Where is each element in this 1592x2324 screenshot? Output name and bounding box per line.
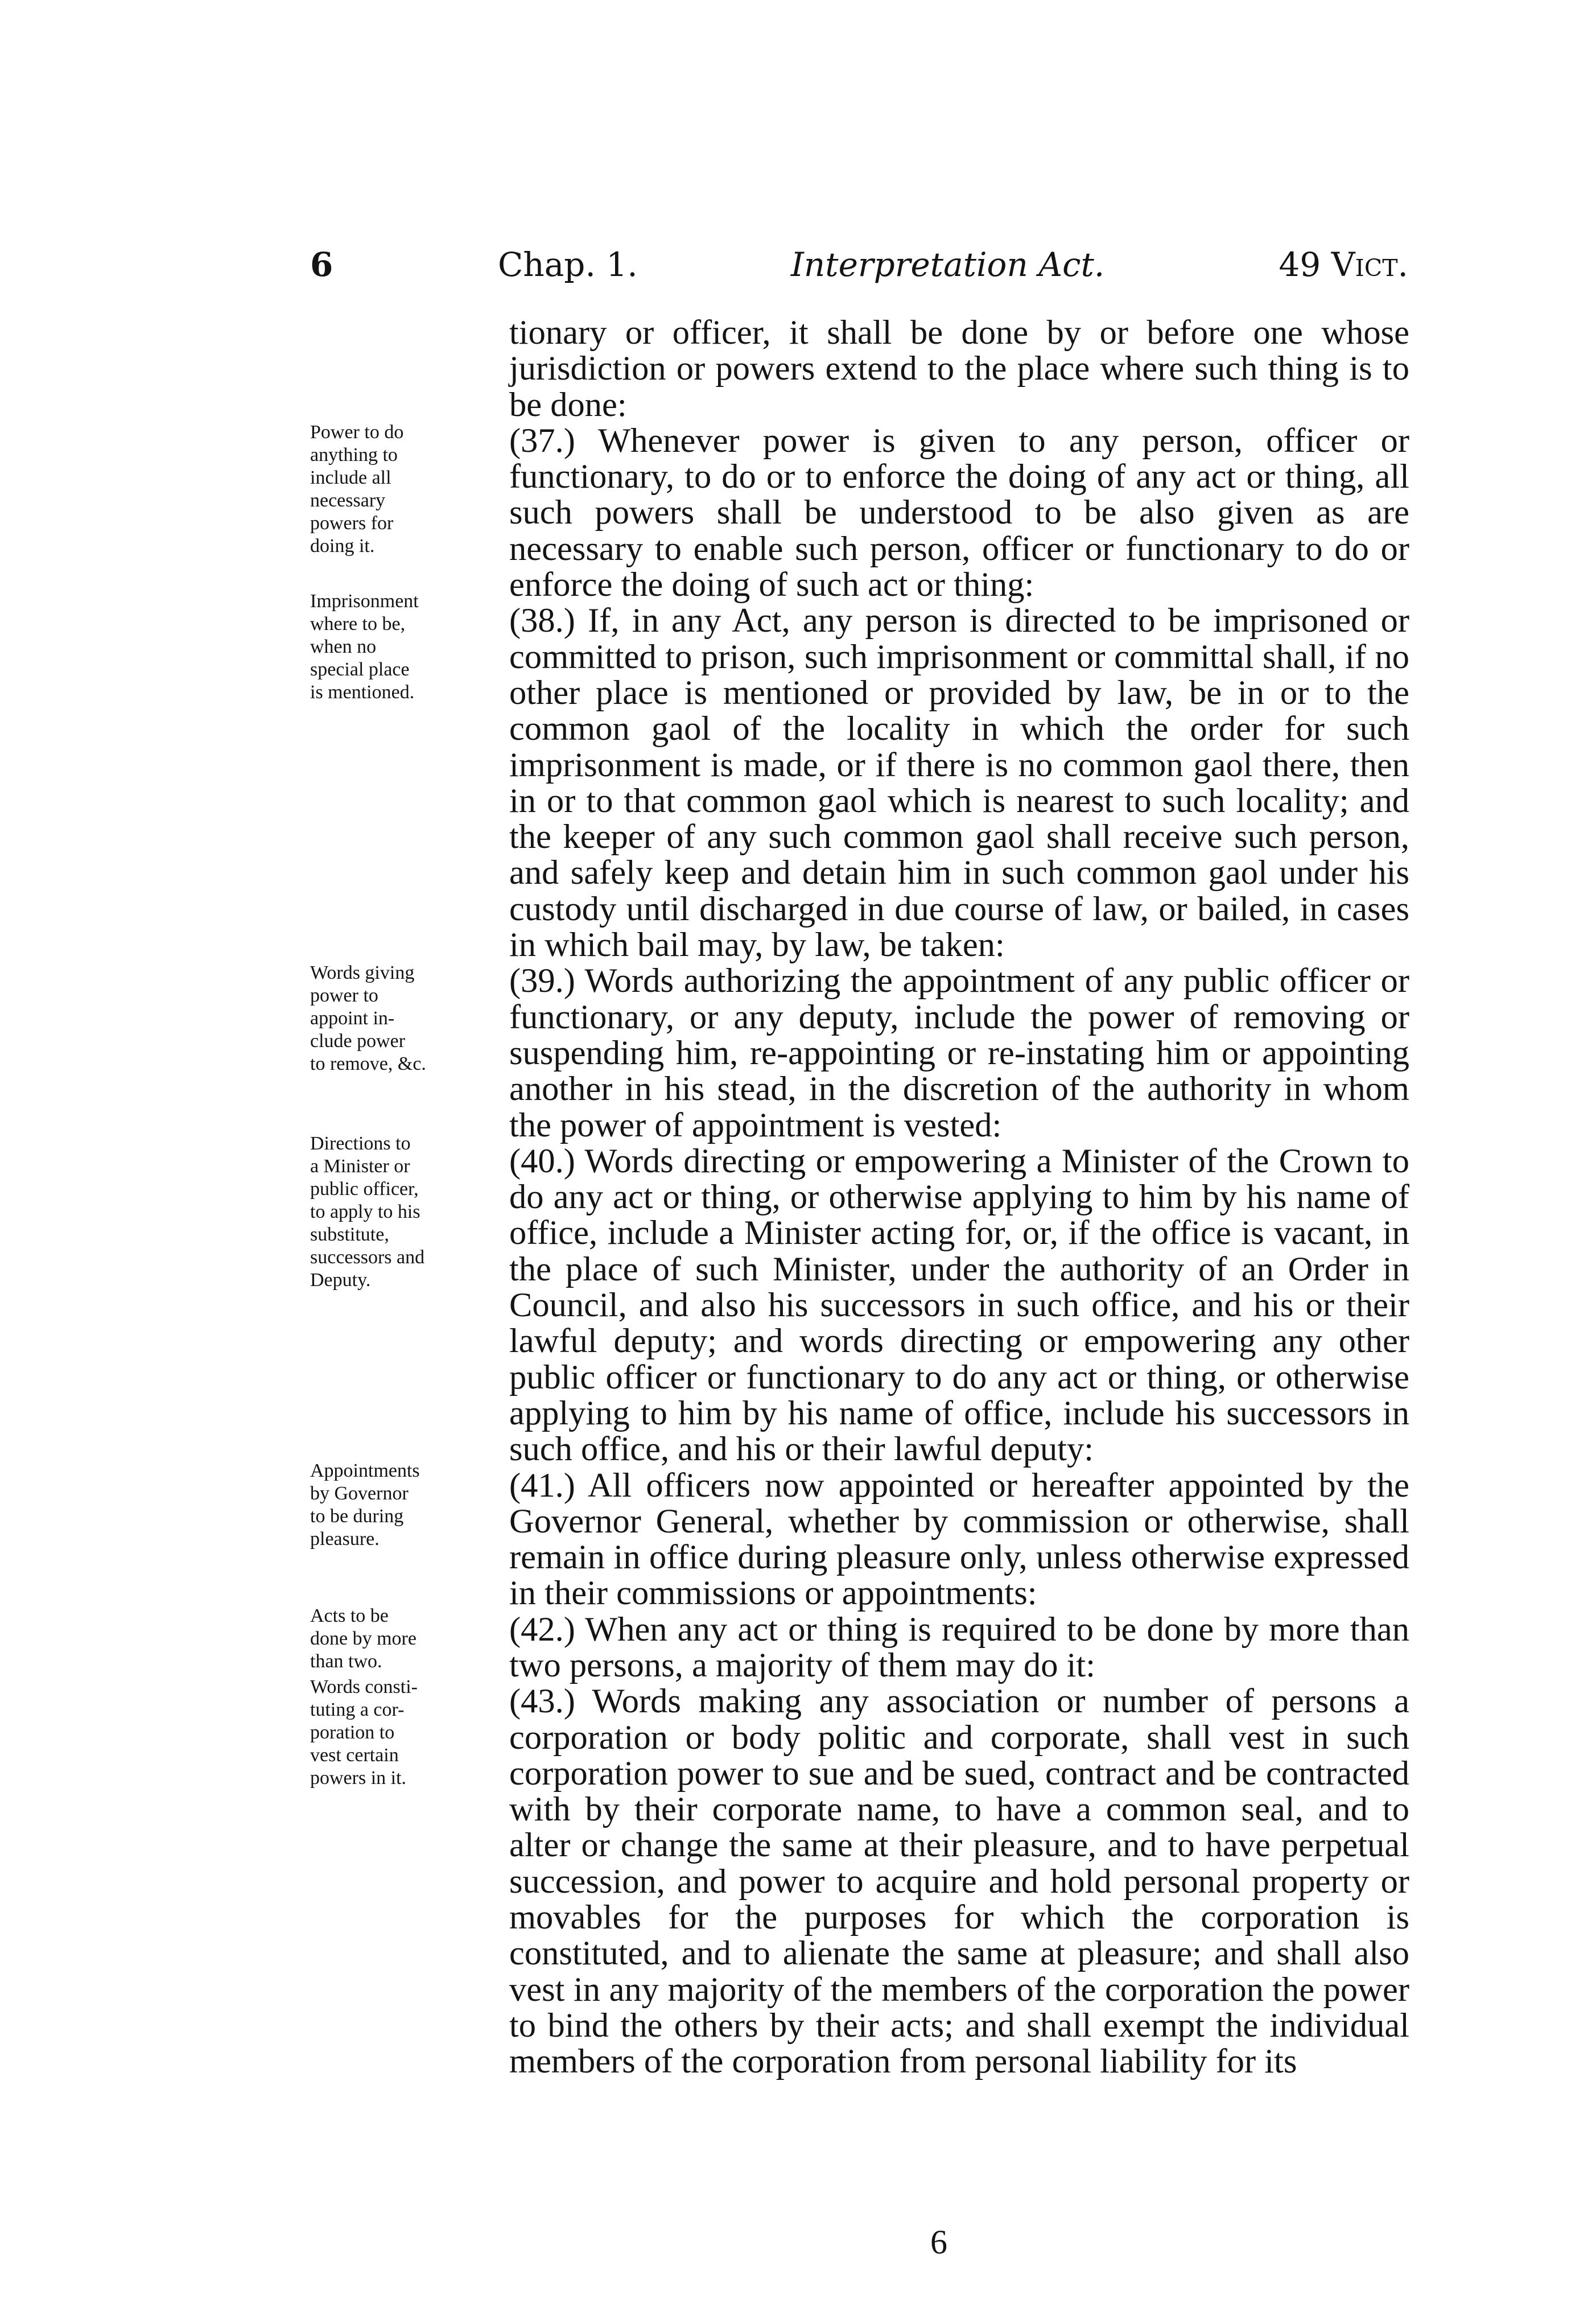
margin-note-acts-by-more-than-two: Acts to be done by more than two. [310,1605,416,1672]
header-page-number: 6 [310,245,333,284]
header-title: Interpretation Act. [791,245,1105,284]
body-text [509,315,1409,2080]
margin-note-power-to-do: Power to do anything to include all necessary powers for doing it. [310,422,404,557]
margin-note-imprisonment: Imprisonment where to be, when no special place is mentioned. [310,591,419,703]
paragraph-41: (41.) All officers now appointed or hereafter appointed by the Governor General, whether by commission or otherwise, shall remain in office during pleasure only, unless otherwise expressed in their commissions or appointments: [509,1466,1409,1613]
paragraph-40: (40.) Words directing or empowering a Minister of the Crown to do any act or thing, or otherwise applying to him by his name of office, include a Minister acting for, or, if the office is vacant, in the place of such Minister, under the authority of an Order in Council, and also his successors in such office, and his or their lawful deputy; and words directing or empowering any other public officer or functionary to do any act or thing, or otherwise applying to him by his name of office, include his successors in such office, and his or their lawful deputy: [509,1142,1409,1469]
paragraph-38: (38.) If, in any Act, any person is directed to be imprisoned or committed to prison, such imprisonment or committal shall, if no other place is mentioned or provided by law, be in or to the common gaol of the locality in which the order for such imprisonment is made, or if there is no common gaol there, then in or to that common gaol which is nearest to such locality; and the keeper of any such common gaol shall receive such person, and safely keep and detain him in such common gaol under his custody until discharged in due course of law, or bailed, in cases in which bail may, by law, be taken: [509,601,1409,965]
margin-note-directions-to-minister: Directions to a Minister or public officer, to apply to his substitute, successors and Deputy. [310,1133,425,1291]
paragraph-39: (39.) Words authorizing the appointment of any public officer or functionary, or any deputy, include the power of removing or suspending him, re-appointing or re-instating him or appointing another in his stead, in the discretion of the authority in whom the power of appointment is vested: [509,962,1409,1144]
running-header [310,239,1408,290]
margin-note-words-giving-power: Words giving power to appoint in- clude power to remove, &c. [310,962,426,1074]
paragraph-continuation: tionary or officer, it shall be done by or before one whose jurisdiction or powers extend to the place where such thing is to be done: [509,314,1409,424]
paragraph-37: (37.) Whenever power is given to any person, officer or functionary, to do or to enforce the doing of any act or thing, all such powers shall be understood to be also given as are necessary to enable such person, officer or functionary to do or enforce the doing of such act or thing: [509,421,1409,604]
paragraph-42: (42.) When any act or thing is required to be done by more than two persons, a majority of them may do it: [509,1610,1409,1684]
margin-note-appointments: Appointments by Governor to be during pleasure. [310,1460,420,1550]
margin-note-words-constituting-corporation: Words consti- tuting a cor- poration to vest certain powers in it. [310,1676,418,1789]
header-chapter: Chap. 1. [498,245,638,284]
header-year: 49 Vict. [1278,245,1408,284]
paragraph-43: (43.) Words making any association or number of persons a corporation or body politic and corporate, shall vest in such corporation power to sue and be sued, contract and be contracted with by their corporate name, to have a common seal, and to alter or change the same at their pleasure, and to have perpetual succession, and power to acquire and hold personal property or movables for the purposes for which the corporation is constituted, and to alienate the same at pleasure; and shall also vest in any majority of the members of the corporation the power to bind the others by their acts; and shall exempt the individual members of the corporation from personal liability for its [509,1682,1409,2081]
footer-page-number: 6 [930,2223,947,2261]
